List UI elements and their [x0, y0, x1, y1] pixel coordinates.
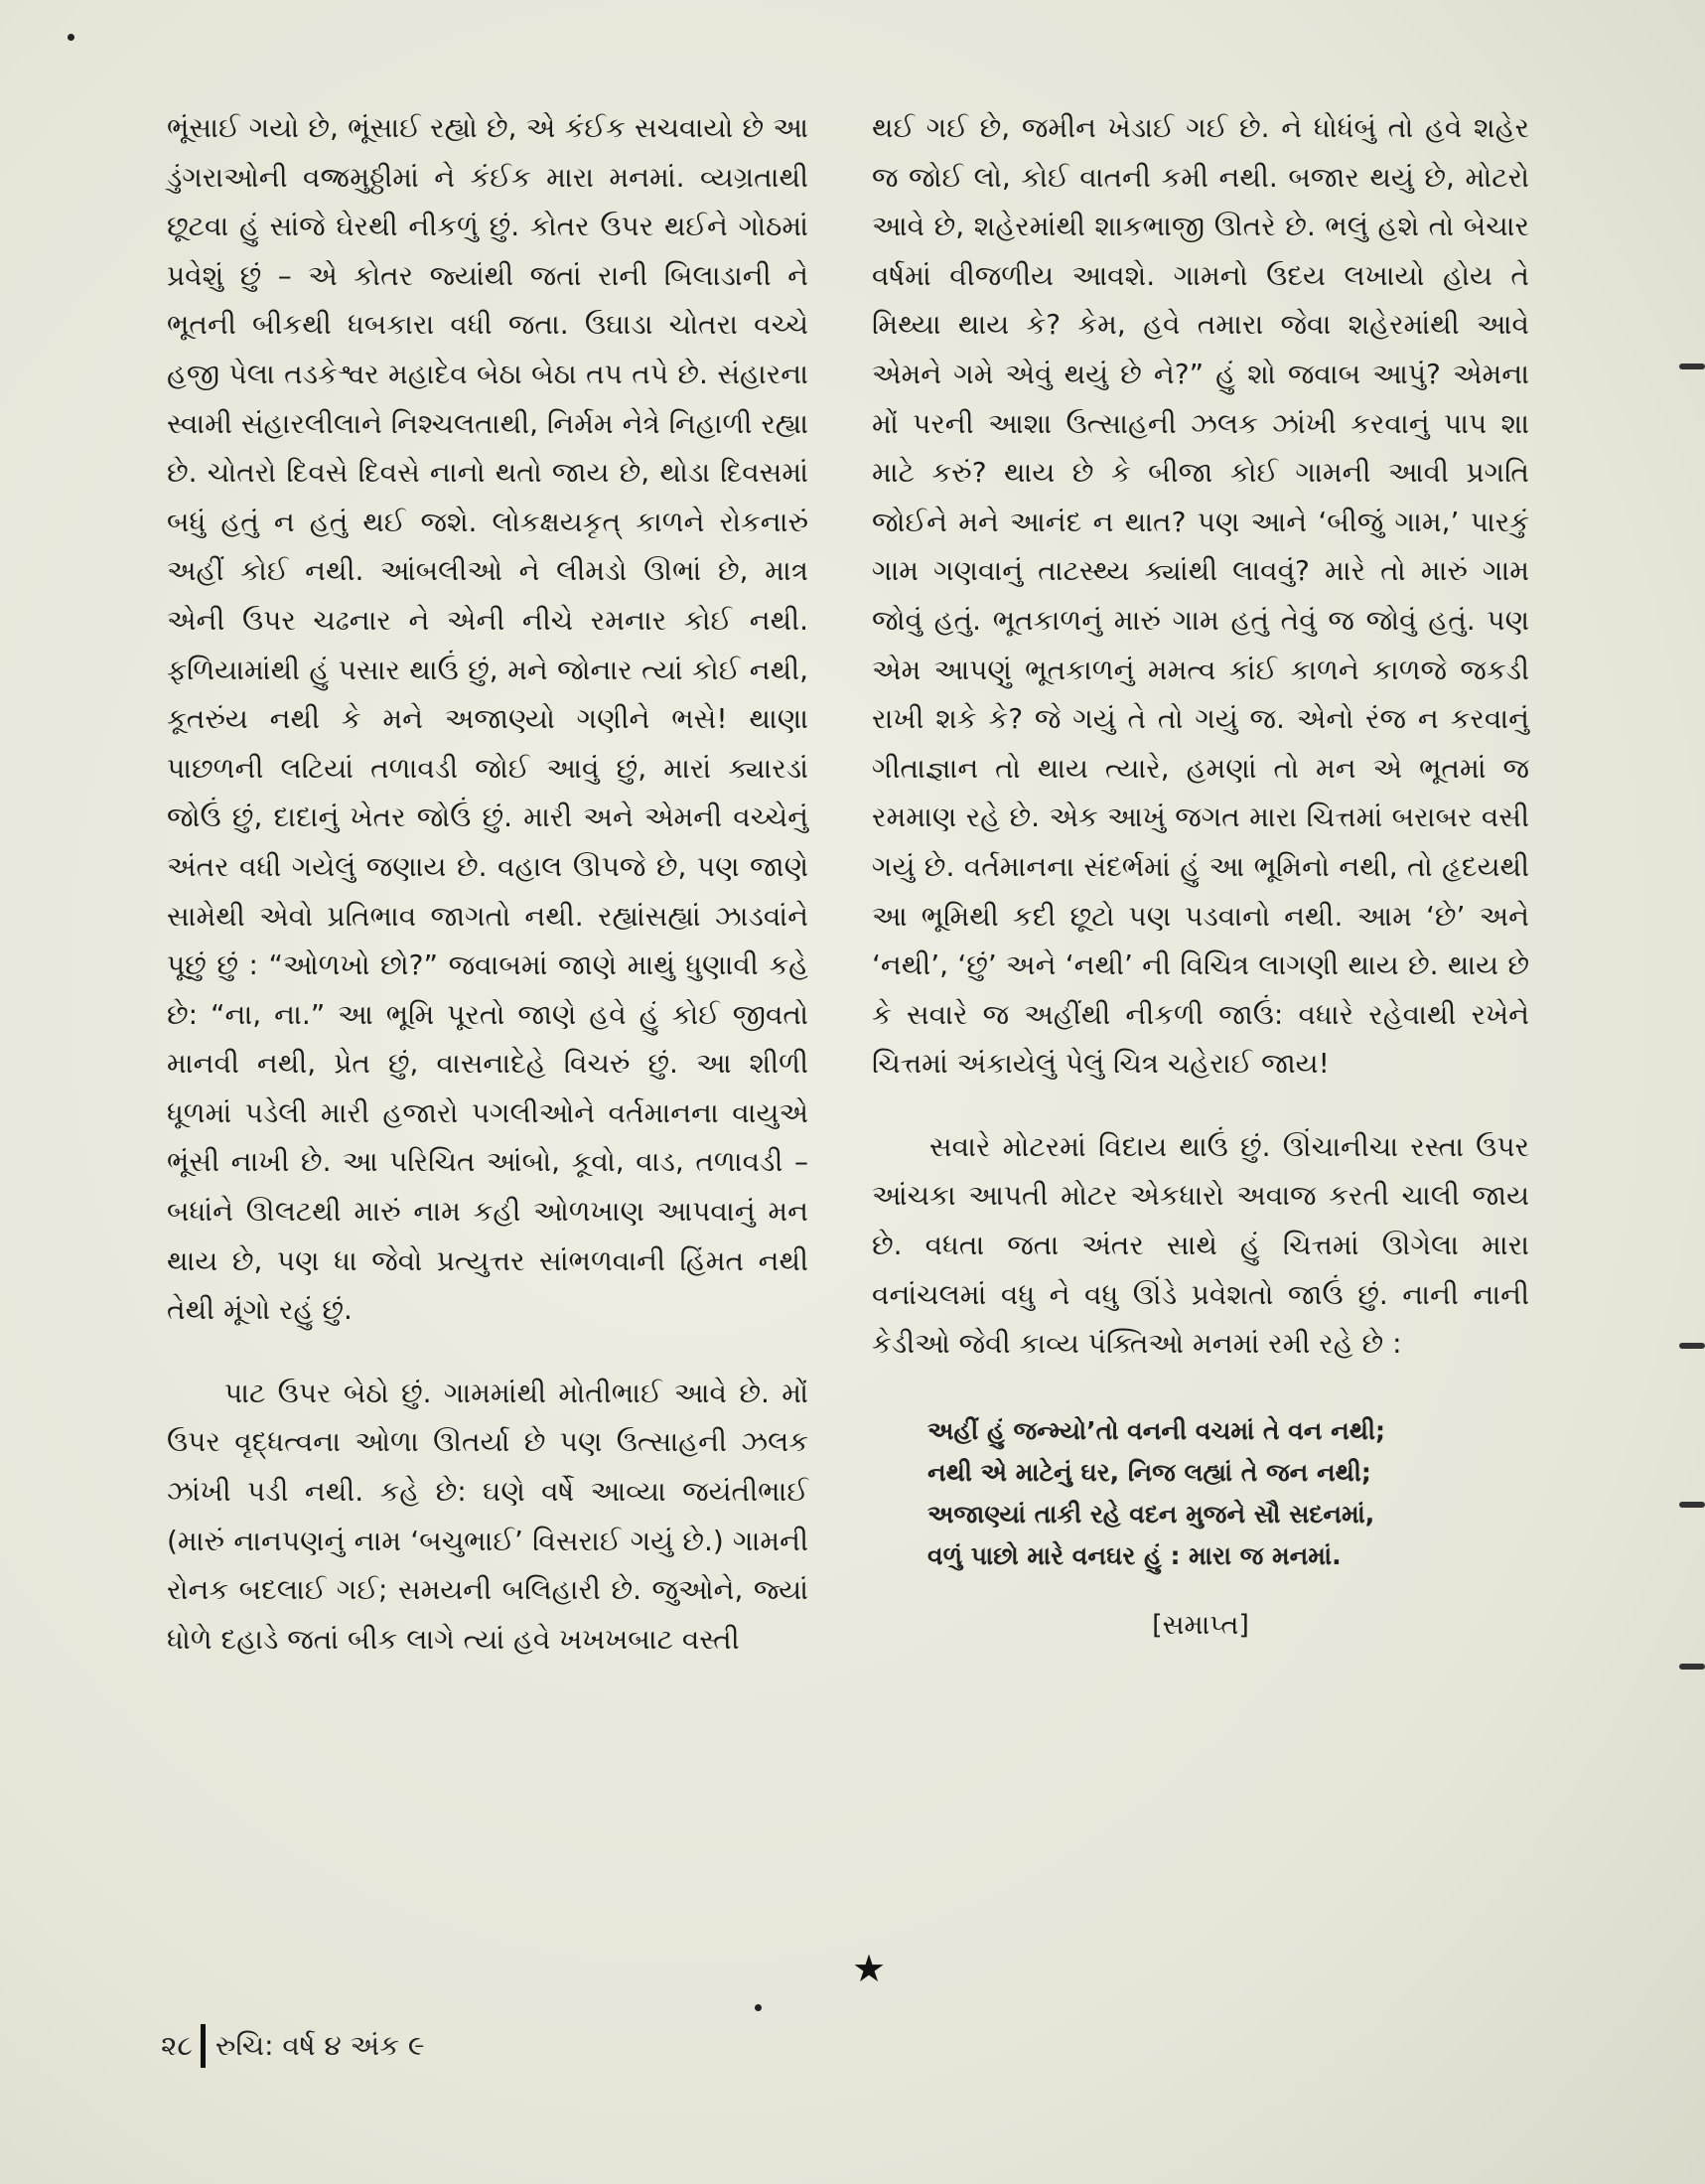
left-paragraph-2: પાટ ઉપર બેઠો છું. ગામમાંથી મોતીભાઈ આવે છે. મોં ઉપર વૃદ્ધત્વના ઓળા ઊતર્યા છે પણ ઉત્સાહની ઝલક ઝાંખી પડી નથી. કહે છે: ઘણે વર્ષે આવ્યા જયંતીભાઈ (મારું નાનપણનું નામ ‘બચુભાઈ’ વિસરાઈ ગયું છે.) ગામની રોનક બદલાઈ ગઈ; સમયની બલિહારી છે. જુઓને, જ્યાં ધોળે દહાડે જતાં બીક લાગે ત્યાં હવે ખખખબાટ વસ્તી — [167, 1376, 808, 1656]
edge-mark — [1679, 1343, 1705, 1349]
right-paragraph-2: સવારે મોટરમાં વિદાય થાઉં છું. ઊંચાનીચા રસ્તા ઉપર આંચકા આપતી મોટર એકધારો અવાજ કરતી ચાલી જાય છે. વધતા જતા અંતર સાથે હું ચિત્તમાં ઊગેલા મારા વનાંચલમાં વધુ ને વધુ ઊંડે પ્રવેશતો જાઉં છું. નાની નાની કેડીઓ જેવી કાવ્ય પંક્તિઓ મનમાં રમી રહે છે : — [872, 1129, 1529, 1361]
speck-mark — [68, 34, 74, 41]
left-column — [167, 103, 808, 1664]
edge-mark — [1679, 1502, 1705, 1508]
footer-text: રુચિ: વર્ષ ૪ અંક ૯ — [214, 2029, 425, 2062]
poem-line: અજાણ્યાં તાકી રહે વદન મુજને સૌ સદનમાં, — [927, 1499, 1375, 1529]
right-column — [872, 103, 1529, 1650]
edge-mark — [1679, 364, 1705, 369]
paragraph-gap — [872, 1089, 1529, 1122]
paragraph-gap — [167, 1335, 808, 1369]
page-number: ૨૮ — [161, 2029, 193, 2062]
end-mark: [સમાપ્ત] — [1152, 1609, 1249, 1641]
poem-line: વળું પાછો મારે વનઘર હું : મારા જ મનમાં. — [927, 1540, 1342, 1570]
footer-divider — [201, 2024, 206, 2068]
poem-stanza — [927, 1410, 1529, 1577]
poem-line: અહીં હું જન્મ્યો’તો વનની વચમાં તે વન નથી; — [927, 1415, 1386, 1445]
left-paragraph-1: ભૂંસાઈ ગયો છે, ભૂંસાઈ રહ્યો છે, એ કંઈક સચવાયો છે આ ડુંગરાઓની વજ્રમુઠ્ઠીમાં ને કંઈક મારા મનમાં. વ્યગ્રતાથી છૂટવા હું સાંજે ઘેરથી નીકળું છું. કોતર ઉપર થઈને ગોઠમાં પ્રવેશું છું – એ કોતર જ્યાંથી જતાં રાની બિલાડાની ને ભૂતની બીકથી ધબકારા વધી જતા. ઉઘાડા ચોતરા વચ્ચે હજી પેલા તડકેશ્વર મહાદેવ બેઠા બેઠા તપ તપે છે. સંહારના સ્વામી સંહારલીલાને નિશ્ચલતાથી, નિર્મમ નેત્રે નિહાળી રહ્યા છે. ચોતરો દિવસે દિવસે નાનો થતો જાય છે, થોડા દિવસમાં બધું હતું ન હતું થઈ જશે. લોકક્ષયકૃત્ કાળને રોકનારું અહીં કોઈ નથી. આંબલીઓ ને લીમડો ઊભાં છે, માત્ર એની ઉપર ચઢનાર ને એની નીચે રમનાર કોઈ નથી. ફળિયામાંથી હું પસાર થાઉં છું, મને જોનાર ત્યાં કોઈ નથી, કૂતરુંય નથી કે મને અજાણ્યો ગણીને ભસે! થાણા પાછળની લટિયાં તળાવડી જોઈ આવું છું, મારાં ક્યારડાં જોઉં છું, દાદાનું ખેતર જોઉં છું. મારી અને એમની વચ્ચેનું અંતર વધી ગયેલું જણાય છે. વહાલ ઊપજે છે, પણ જાણે સામેથી એવો પ્રતિભાવ જાગતો નથી. રહ્યાંસહ્યાં ઝાડવાંને પૂછું છું : “ઓળખો છો?” જવાબમાં જાણે માથું ધુણાવી કહે છે: “ના, ના.” આ ભૂમિ પૂરતો જાણે હવે હું કોઈ જીવતો માનવી નથી, પ્રેત છું, વાસનાદેહે વિચરું છું. આ શીળી ધૂળમાં પડેલી મારી હજારો પગલીઓને વર્તમાનના વાયુએ ભૂંસી નાખી છે. આ પરિચિત આંબો, કૂવો, વાડ, તળાવડી – બધાંને ઊલટથી મારું નામ કહી ઓળખાણ આપવાનું મન થાય છે, પણ ધા જેવો પ્રત્યુત્તર સાંભળવાની હિંમત નથી તેથી મૂંગો રહું છું. — [167, 111, 808, 1327]
edge-mark — [1679, 1664, 1705, 1670]
poem-line: નથી એ માટેનું ઘર, નિજ લહ્યાં તે જન નથી; — [927, 1457, 1371, 1487]
page-footer — [161, 2024, 424, 2068]
speck-mark — [755, 2004, 762, 2011]
right-paragraph-1: થઈ ગઈ છે, જમીન ખેડાઈ ગઈ છે. ને ધોધંબું તો હવે શહેર જ જોઈ લો, કોઈ વાતની કમી નથી. બજાર થયું છે, મોટરો આવે છે, શહેરમાંથી શાકભાજી ઊતરે છે. ભલું હશે તો બેચાર વર્ષમાં વીજળીય આવશે. ગામનો ઉદય લખાયો હોય તે મિથ્યા થાય કે? કેમ, હવે તમારા જેવા શહેરમાંથી આવે એમને ગમે એવું થયું છે ને?” હું શો જવાબ આપું? એમના મોં પરની આશા ઉત્સાહની ઝલક ઝાંખી કરવાનું પાપ શા માટે કરું? થાય છે કે બીજા કોઈ ગામની આવી પ્રગતિ જોઈને મને આનંદ ન થાત? પણ આને ‘બીજું ગામ,’ પારકું ગામ ગણવાનું તાટસ્થ્ય ક્યાંથી લાવવું? મારે તો મારું ગામ જોવું હતું. ભૂતકાળનું મારું ગામ હતું તેવું જ જોવું હતું. પણ એમ આપણું ભૂતકાળનું મમત્વ કાંઈ કાળને કાળજે જકડી રાખી શકે કે? જે ગયું તે તો ગયું જ. એનો રંજ ન કરવાનું ગીતાજ્ઞાન તો થાય ત્યારે, હમણાં તો મન એ ભૂતમાં જ રમમાણ રહે છે. એક આખું જગત મારા ચિત્તમાં બરાબર વસી ગયું છે. વર્તમાનના સંદર્ભમાં હું આ ભૂમિનો નથી, તો હૃદયથી આ ભૂમિથી કદી છૂટો પણ પડવાનો નથી. આમ ‘છે’ અને ‘નથી’, ‘છું’ અને ‘નથી’ ની વિચિત્ર લાગણી થાય છે. થાય છે કે સવારે જ અહીંથી નીકળી જાઉં: વધારે રહેવાથી રખેને ચિત્તમાં અંકાયેલું પેલું ચિત્ર ચહેરાઈ જાય! — [872, 111, 1529, 1081]
star-ornament-icon: ★ — [852, 1947, 887, 1990]
